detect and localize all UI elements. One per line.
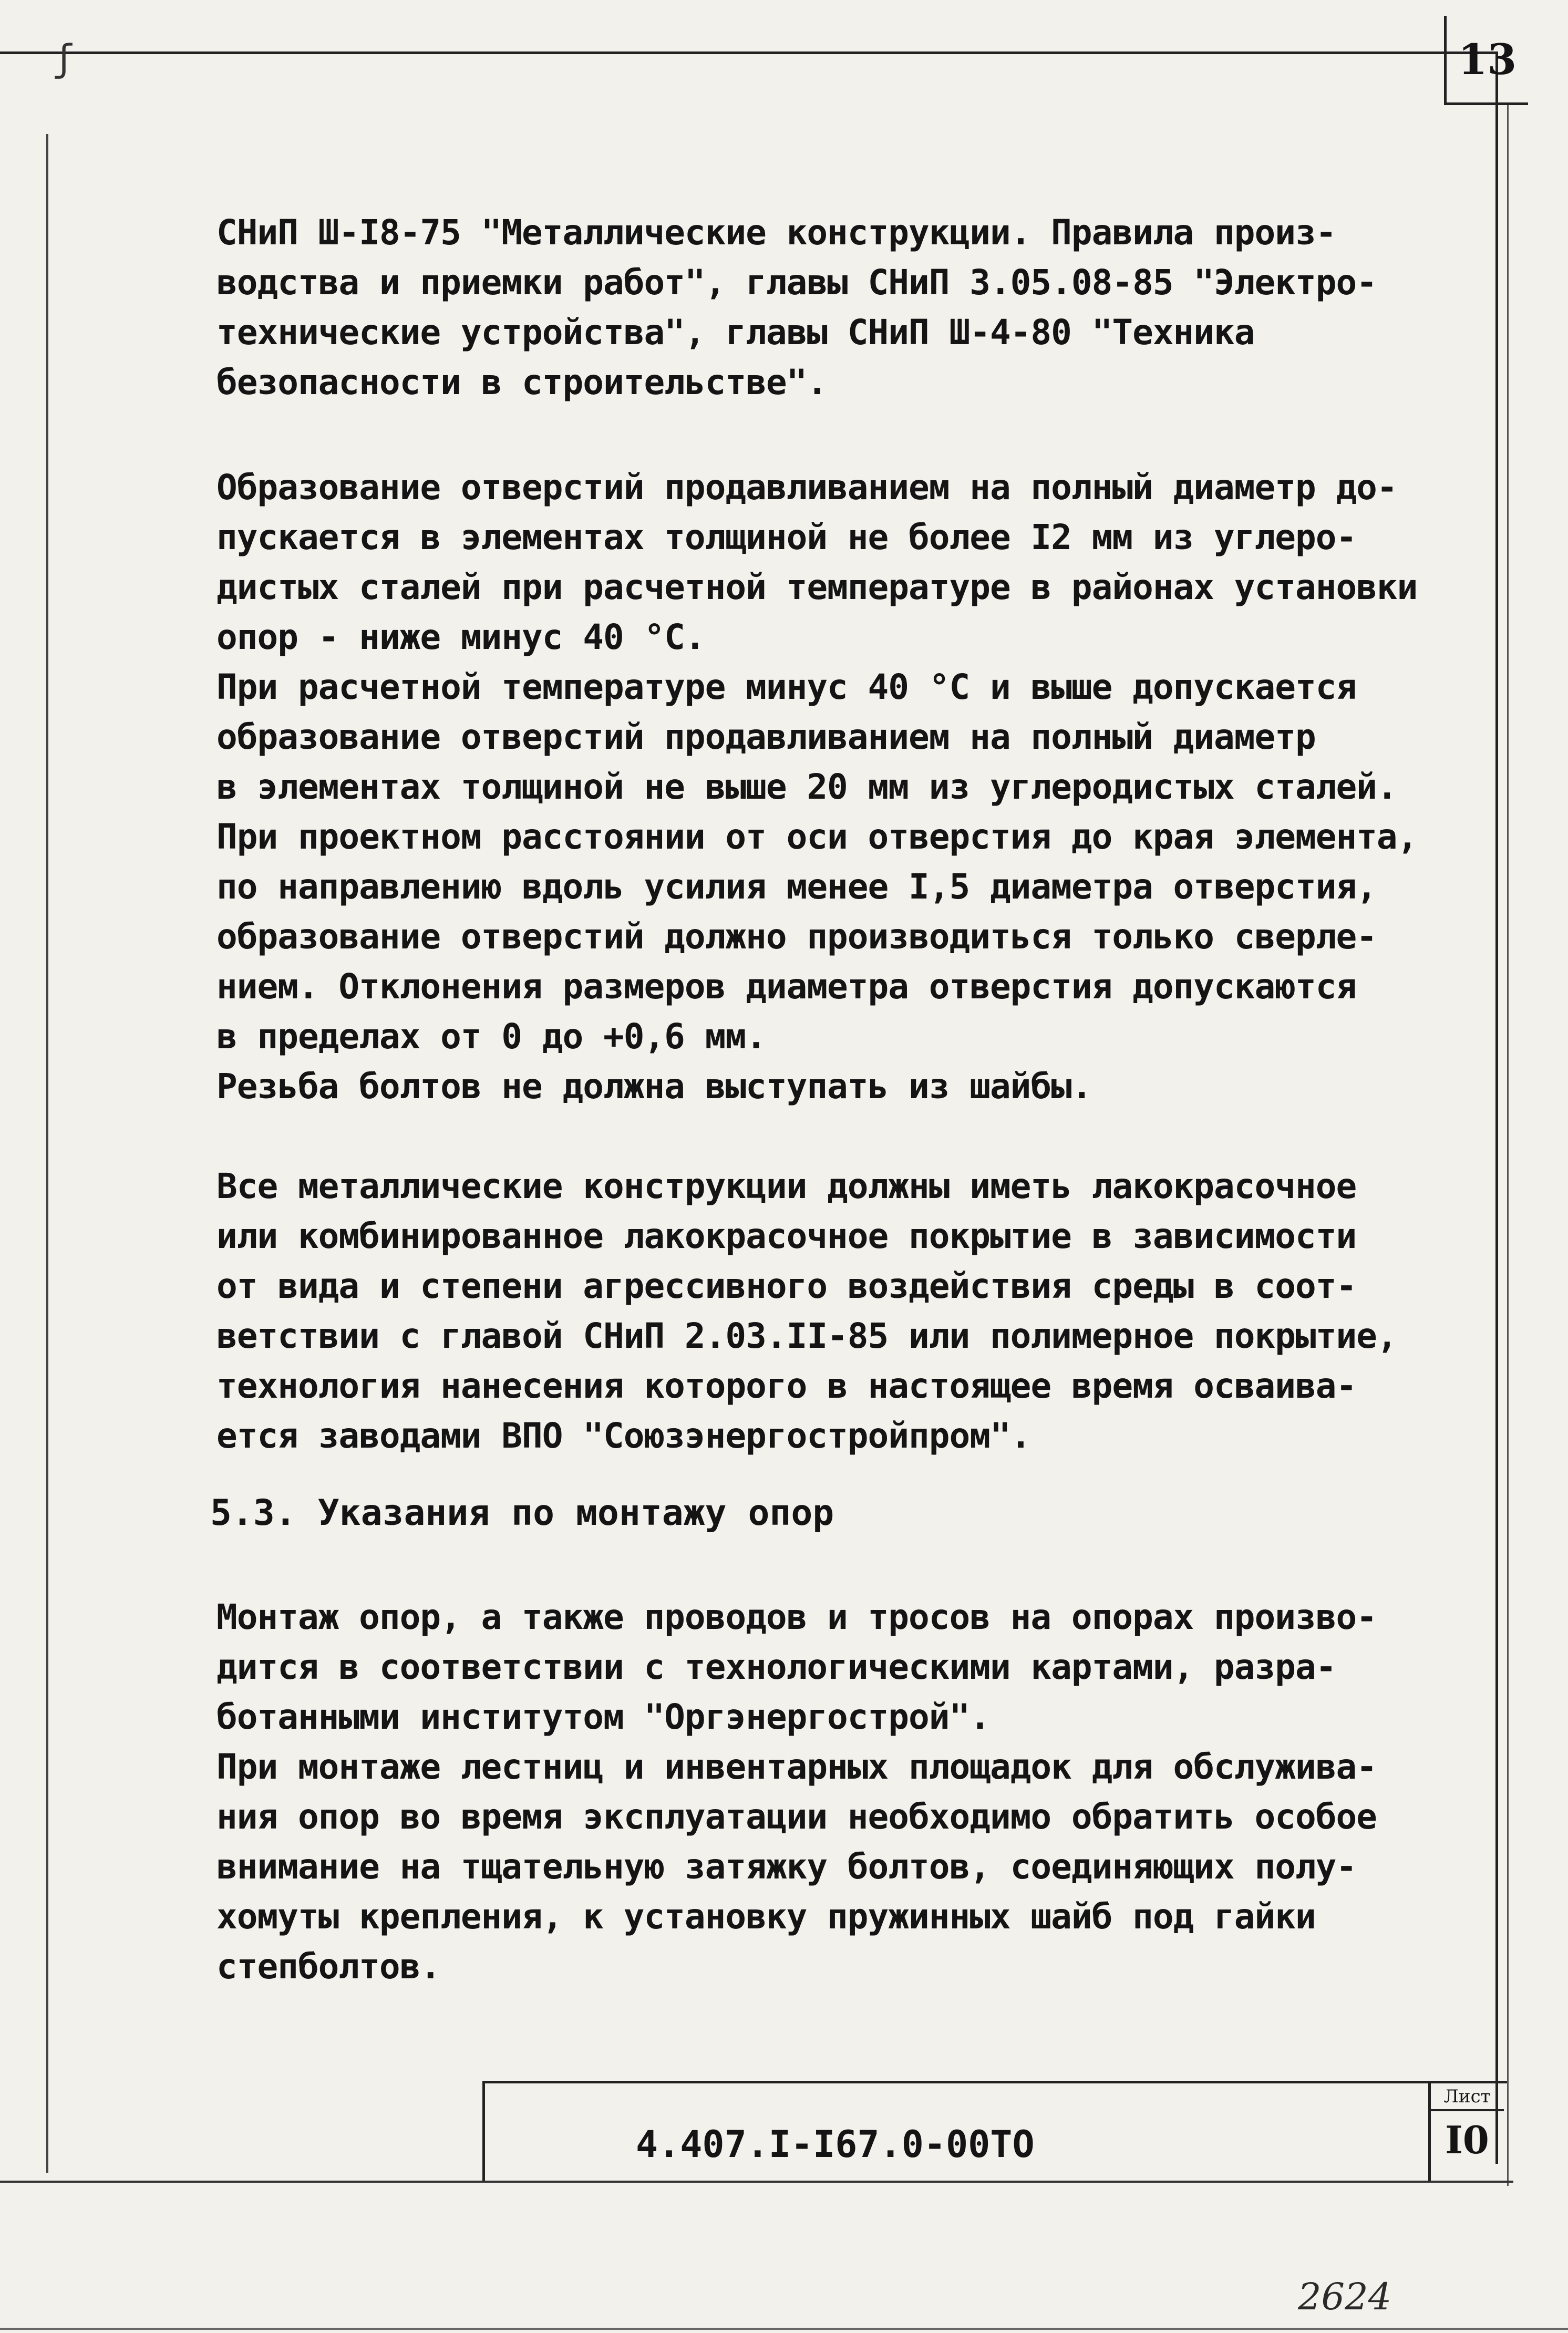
text-line: технология нанесения которого в настоящее время осваива-	[216, 1366, 1357, 1406]
text-line: опор - ниже минус 40 °С.	[216, 617, 705, 657]
page-number: 13	[1444, 16, 1528, 105]
text-line: ботанными институтом "Оргэнергострой".	[216, 1697, 990, 1737]
text-line: в элементах толщиной не выше 20 мм из углеродистых сталей.	[216, 767, 1397, 807]
text-line: образование отверстий продавливанием на полный диаметр	[216, 717, 1316, 757]
text-line: в пределах от 0 до +0,6 мм.	[216, 1016, 766, 1057]
top-frame-line	[0, 51, 1498, 54]
text-line: безопасности в строительстве".	[216, 362, 828, 402]
page-bottom-edge	[0, 2328, 1568, 2330]
sheet-number: I0	[1445, 2118, 1489, 2162]
paragraph-2	[216, 462, 1441, 1111]
text-line: ветствии с главой СНиП 2.03.II-85 или полимерное покрытие,	[216, 1316, 1397, 1356]
text-line: дится в соответствии с технологическими картами, разра-	[216, 1647, 1336, 1687]
corner-scribble-icon: ʃ	[53, 37, 75, 80]
text-line: нием. Отклонения размеров диаметра отверстия допускаются	[216, 966, 1357, 1007]
paragraph-1	[216, 208, 1441, 407]
text-line: Все металлические конструкции должны иметь лакокрасочное	[216, 1166, 1357, 1206]
text-line: пускается в элементах толщиной не более I2 мм из углеро-	[216, 517, 1357, 558]
left-frame-line	[46, 134, 48, 2173]
text-line: хомуты крепления, к установку пружинных шайб под гайки	[216, 1896, 1316, 1937]
text-line: Образование отверстий продавливанием на полный диаметр до-	[216, 467, 1397, 508]
right-frame-line-outer	[1507, 105, 1509, 2186]
text-line: Резьба болтов не должна выступать из шайбы.	[216, 1066, 1092, 1107]
text-line: от вида и степени агрессивного воздействия среды в соот-	[216, 1266, 1357, 1306]
text-line: При монтаже лестниц и инвентарных площадок для обслужива-	[216, 1747, 1377, 1787]
text-line: внимание на тщательную затяжку болтов, соединяющих полу-	[216, 1846, 1357, 1887]
document-code: 4.407.I-I67.0-00ТО	[636, 2123, 1035, 2166]
text-line: технические устройства", главы СНиП Ш-4-80 "Техника	[216, 312, 1255, 353]
text-line: по направлению вдоль усилия менее I,5 диаметра отверстия,	[216, 866, 1377, 907]
text-line: дистых сталей при расчетной температуре в районах установки	[216, 567, 1418, 607]
text-line: Монтаж опор, а также проводов и тросов на опорах произво-	[216, 1597, 1377, 1637]
handwritten-signature: 2624	[1298, 2275, 1392, 2318]
text-line: При расчетной температуре минус 40 °С и выше допускается	[216, 667, 1357, 707]
section-heading: 5.3. Указания по монтажу опор	[210, 1492, 834, 1534]
text-line: ется заводами ВПО "Союзэнергостройпром".	[216, 1416, 1031, 1456]
text-line: СНиП Ш-I8-75 "Металлические конструкции. Правила произ-	[216, 212, 1336, 253]
text-line: или комбинированное лакокрасочное покрытие в зависимости	[216, 1216, 1357, 1256]
sheet-label: Лист	[1430, 2085, 1504, 2111]
text-line: степболтов.	[216, 1946, 441, 1987]
paragraph-3	[216, 1161, 1441, 1461]
bottom-frame-line	[0, 2181, 1513, 2183]
text-line: водства и приемки работ", главы СНиП 3.05.08-85 "Электро-	[216, 262, 1377, 303]
text-line: При проектном расстоянии от оси отверстия до края элемента,	[216, 817, 1418, 857]
paragraph-4	[216, 1592, 1441, 1991]
right-frame-line	[1495, 51, 1498, 2164]
text-line: ния опор во время эксплуатации необходимо обратить особое	[216, 1797, 1377, 1837]
text-line: образование отверстий должно производиться только сверле-	[216, 916, 1377, 957]
